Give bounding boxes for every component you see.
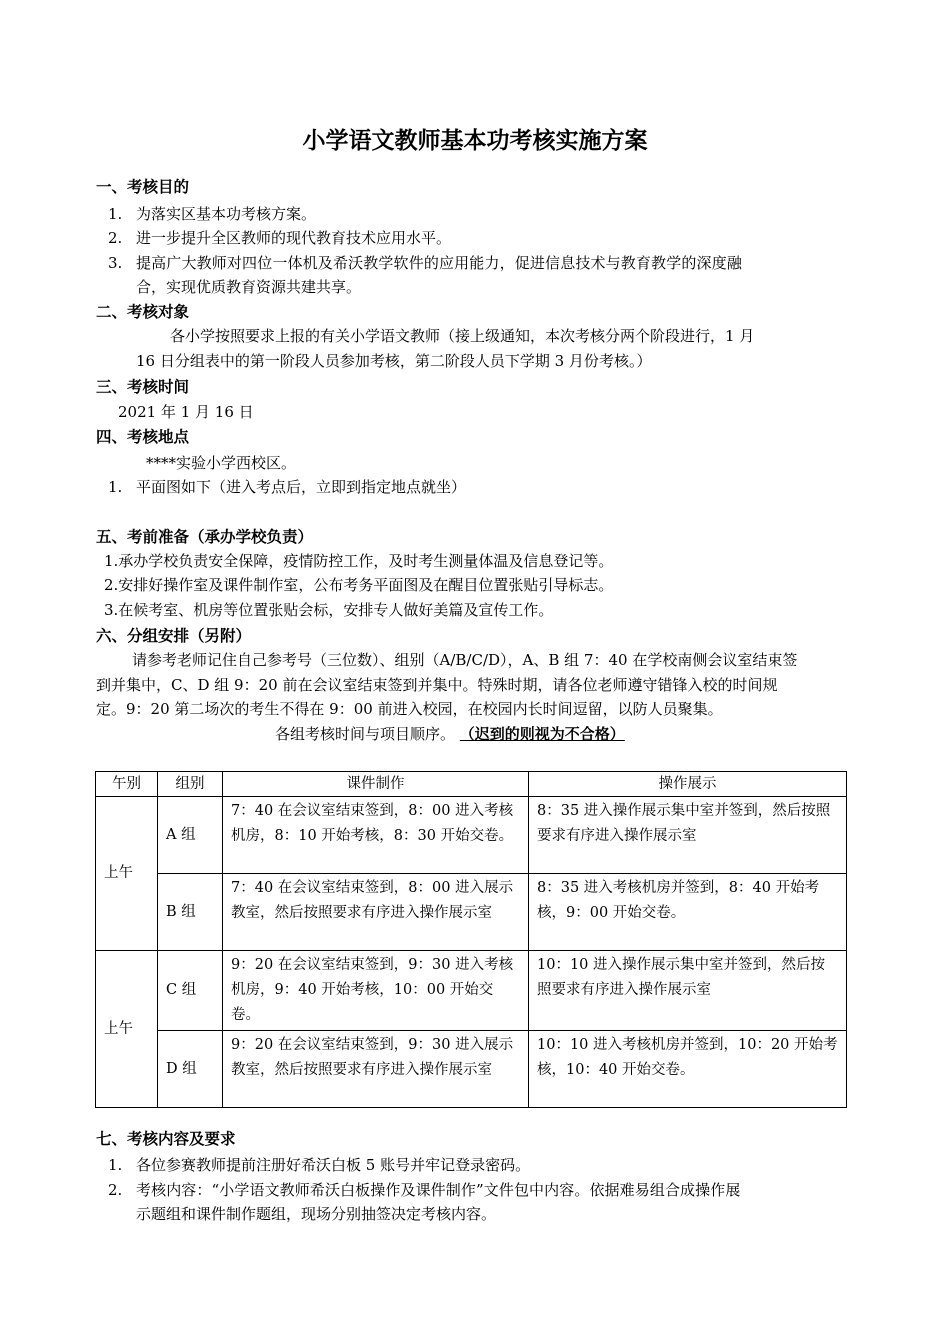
list-item-text-continued: 示题组和课件制作题组，现场分别抽签决定考核内容。: [136, 1205, 497, 1223]
list-item-text: 进一步提升全区教师的现代教育技术应用水平。: [136, 229, 452, 247]
schedule-table: [95, 771, 847, 1108]
section-heading-time: 三、考核时间: [96, 378, 190, 396]
list-item-text: 各位参赛教师提前注册好希沃白板 5 账号并牢记登录密码。: [136, 1156, 531, 1174]
paragraph-line: 请参考老师记住自己参考号（三位数）、组别（A/B/C/D），A、B 组 7：40 在学校南侧会议室结束签: [132, 651, 798, 669]
period-cell: 上午: [96, 797, 158, 951]
paragraph-line: 16 日分组表中的第一阶段人员参加考核，第二阶段人员下学期 3 月份考核。）: [136, 352, 652, 370]
list-number: 1.: [108, 1156, 123, 1174]
late-warning: （迟到的则视为不合格）: [459, 725, 625, 743]
period-cell: 上午: [96, 951, 158, 1108]
schedule-intro-text: 各组考核时间与项目顺序。: [275, 725, 456, 743]
table-row: [96, 874, 847, 951]
group-cell: D 组: [158, 1031, 223, 1108]
schedule-intro: [275, 723, 625, 745]
document-title: 小学语文教师基本功考核实施方案: [302, 128, 648, 154]
list-number: 2.: [108, 1181, 123, 1199]
list-item-text: 考核内容：“小学语文教师希沃白板操作及课件制作”文件包中内容。依据难易组合成操作展: [136, 1181, 741, 1199]
section-heading-grouping: 六、分组安排（另附）: [96, 627, 252, 645]
header-demo: 操作展示: [529, 772, 847, 797]
list-number: 1.: [108, 478, 123, 496]
list-number: 1.: [108, 205, 123, 223]
demo-cell: 10：10 进入操作展示集中室并签到，然后按照要求有序进入操作展示室: [529, 951, 847, 1031]
header-group: 组别: [158, 772, 223, 797]
courseware-cell: 7：40 在会议室结束签到，8：00 进入考核机房，8：10 开始考核，8：30 开始交卷。: [223, 797, 529, 874]
demo-cell: 8：35 进入操作展示集中室并签到，然后按照要求有序进入操作展示室: [529, 797, 847, 874]
section-heading-location: 四、考核地点: [96, 428, 190, 446]
table-header-row: [96, 772, 847, 797]
prep-item: 2.安排好操作室及课件制作室，公布考务平面图及在醒目位置张贴引导标志。: [104, 576, 614, 594]
demo-cell: 8：35 进入考核机房并签到，8：40 开始考核，9：00 开始交卷。: [529, 874, 847, 951]
list-item-text: 为落实区基本功考核方案。: [136, 205, 317, 223]
list-item-text: 平面图如下（进入考点后，立即到指定地点就坐）: [136, 478, 467, 496]
prep-item: 3.在候考室、机房等位置张贴会标，安排专人做好美篇及宣传工作。: [104, 601, 554, 619]
group-cell: A 组: [158, 797, 223, 874]
section-heading-purpose: 一、考核目的: [96, 178, 190, 196]
list-item-text-continued: 合，实现优质教育资源共建共享。: [136, 278, 362, 296]
header-courseware: 课件制作: [223, 772, 529, 797]
courseware-cell: 7：40 在会议室结束签到，8：00 进入展示教室，然后按照要求有序进入操作展示室: [223, 874, 529, 951]
paragraph-line: 各小学按照要求上报的有关小学语文教师（接上级通知，本次考核分两个阶段进行，1 月: [170, 327, 755, 345]
table-row: [96, 951, 847, 1031]
list-number: 3.: [108, 254, 123, 272]
demo-cell: 10：10 进入考核机房并签到，10：20 开始考核，10：40 开始交卷。: [529, 1031, 847, 1108]
list-number: 2.: [108, 229, 123, 247]
paragraph-line: 到并集中，C、D 组 9：20 前在会议室结束签到并集中。特殊时期，请各位老师遵守错锋入校的时间规: [96, 676, 778, 694]
list-item-text: 提高广大教师对四位一体机及希沃教学软件的应用能力，促进信息技术与教育教学的深度融: [136, 254, 743, 272]
section-heading-preparation: 五、考前准备（承办学校负责）: [96, 528, 314, 546]
exam-location: ****实验小学西校区。: [146, 454, 297, 472]
paragraph-line: 定。9：20 第二场次的考生不得在 9：00 前进入校园，在校园内长时间逗留，以防人员聚集。: [96, 700, 723, 718]
group-cell: C 组: [158, 951, 223, 1031]
header-period: 午别: [96, 772, 158, 797]
prep-item: 1.承办学校负责安全保障，疫情防控工作，及时考生测量体温及信息登记等。: [104, 552, 614, 570]
section-heading-target: 二、考核对象: [96, 303, 190, 321]
table-row: [96, 1031, 847, 1108]
courseware-cell: 9：20 在会议室结束签到，9：30 进入展示教室，然后按照要求有序进入操作展示室: [223, 1031, 529, 1108]
exam-date: 2021 年 1 月 16 日: [118, 403, 254, 421]
section-heading-content: 七、考核内容及要求: [96, 1130, 236, 1148]
table-row: [96, 797, 847, 874]
group-cell: B 组: [158, 874, 223, 951]
courseware-cell: 9：20 在会议室结束签到，9：30 进入考核机房，9：40 开始考核，10：00 开始交卷。: [223, 951, 529, 1031]
